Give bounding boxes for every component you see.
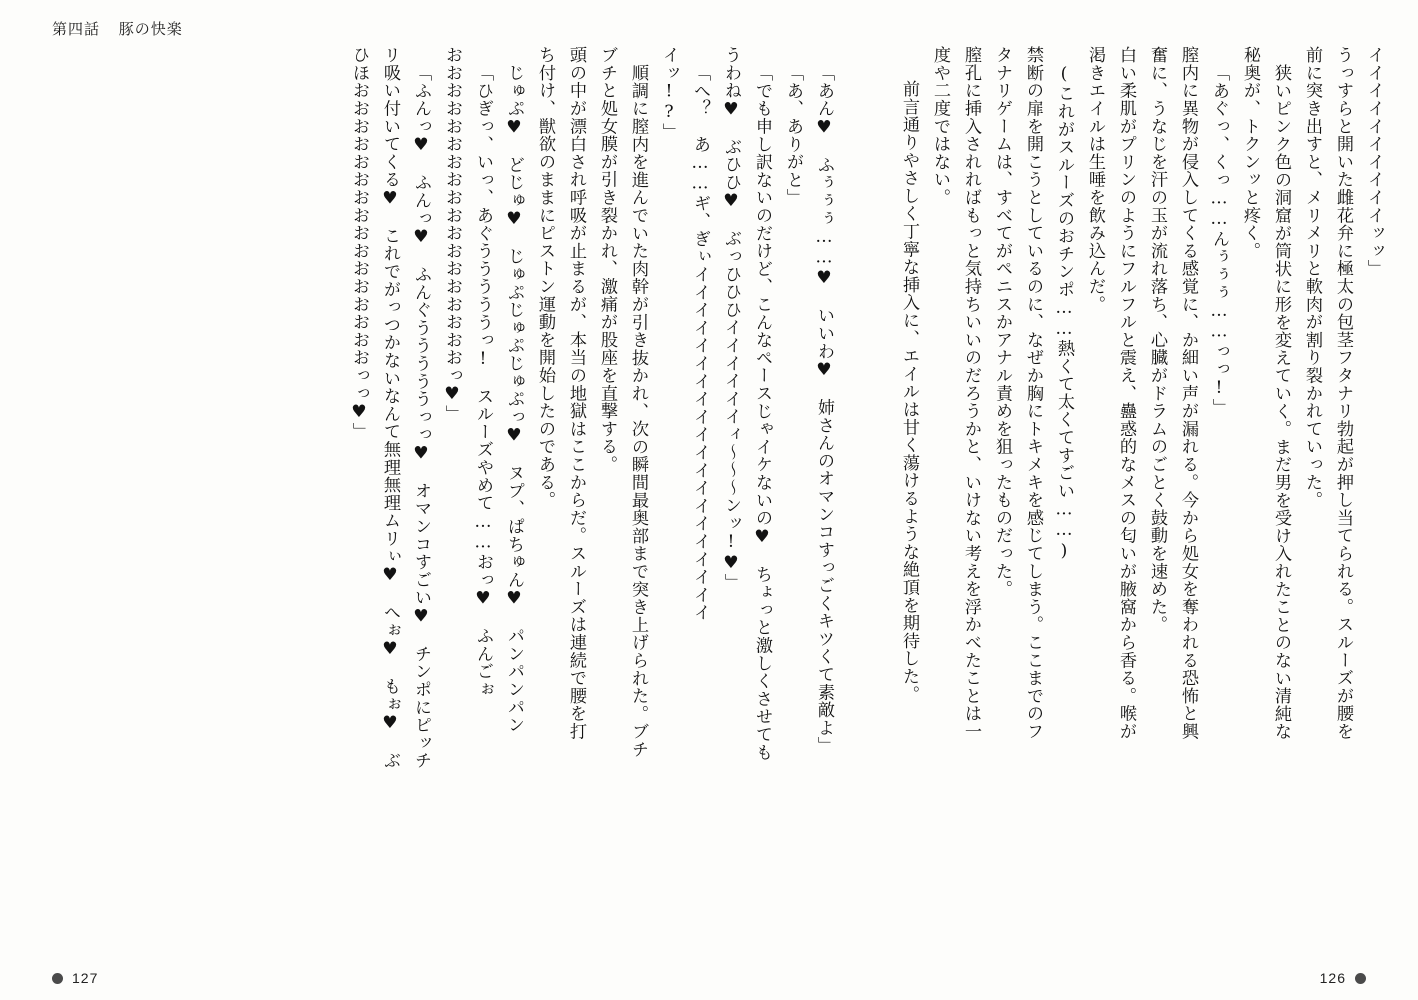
page-number-left: 127	[72, 970, 99, 986]
page-body	[40, 46, 1382, 944]
text-column: ち付け、獣欲のままにピストン運動を開始したのである。	[535, 46, 555, 509]
text-column: 頭の中が漂白され呼吸が止まるが、本当の地獄はここからだ。スルーズは連続で腰を打	[566, 46, 586, 741]
text-column: イッ!?」	[659, 46, 679, 141]
folio-dot-icon	[52, 973, 63, 984]
chapter-header	[52, 18, 183, 39]
folio-left	[52, 970, 98, 986]
text-column: 「ひぎっ、いっ、あぐうううううっ! スルーズやめて……おっ♥ ふんごぉ	[473, 64, 493, 699]
text-column: 奮に、うなじを汗の玉が流れ落ち、心臓がドラムのごとく鼓動を速めた。	[1147, 46, 1167, 634]
text-column: 「ふんっ♥ ふんっ♥ ふんぐうううううっっ♥ オマンコすごい♥ チンポにピッチ	[411, 64, 431, 770]
text-column: 「へ？ あ……ギ、ぎぃイイイイイイイイイイイイイイイイイイイイ	[690, 64, 710, 622]
text-column: ブチと処女膜が引き裂かれ、激痛が股座を直撃する。	[597, 46, 617, 474]
text-column: 順調に膣内を進んでいた肉幹が引き抜かれ、次の瞬間最奥部まで突き上げられた。ブチ	[628, 64, 648, 759]
text-column: じゅぷ♥ どじゅ♥ じゅぷじゅぷじゅぷっ♥ ヌプ、ぱちゅん♥ パンパンパン	[504, 64, 524, 734]
text-column: 膣内に異物が侵入してくる感覚に、か細い声が漏れる。今から処女を奪われる恐怖と興	[1178, 46, 1198, 741]
text-column: 膣孔に挿入されればもっと気持ちいいのだろうかと、いけない考えを浮かべたことは一	[961, 46, 981, 741]
text-column: 渇きエイルは生唾を飲み込んだ。	[1085, 46, 1105, 313]
text-column: 「あん♥ ふぅぅぅ……♥ いいわ♥ 姉さんのオマンコすっごくキツくて素敵よ」	[814, 64, 834, 755]
text-column: イイイイイイイイイイッッ」	[1364, 46, 1384, 278]
page-number-right: 126	[1319, 970, 1346, 986]
text-column: 「でも申し訳ないのだけど、こんなペースじゃイケないの♥ ちょっと激しくさせても	[752, 64, 772, 761]
text-column: 禁断の扉を開こうとしているのに、なぜか胸にトキメキを感じてしまう。ここまでのフ	[1023, 46, 1043, 741]
text-column: ひほおおおおおおおおおおおおおおおおっっ♥」	[349, 46, 369, 441]
text-column: うわね♥ ぶひひ♥ ぶっひひひイイイイイイィ〜〜〜ンッ!♥」	[721, 46, 741, 592]
text-column: (これがスルーズのおチンポ……熱くて太くてすごい……)	[1054, 64, 1074, 562]
text-column: 「あ、ありがと」	[783, 64, 803, 207]
text-column: 白い柔肌がプリンのようにフルフルと震え、蠱惑的なメスの匂いが腋窩から香る。喉が	[1116, 46, 1136, 741]
text-column: うっすらと開いた雌花弁に極太の包茎フタナリ勃起が押し当てられる。スルーズが腰を	[1333, 46, 1353, 741]
text-column: 狭いピンク色の洞窟が筒状に形を変えていく。まだ男を受け入れたことのない清純な	[1271, 64, 1291, 741]
text-column: 度や二度ではない。	[930, 46, 950, 207]
chapter-number: 第四話	[52, 22, 101, 38]
text-column: 秘奥が、トクンッと疼く。	[1240, 46, 1260, 260]
text-column: 前に突き出すと、メリメリと軟肉が割り裂かれていった。	[1302, 46, 1322, 509]
chapter-title: 豚の快楽	[118, 22, 183, 38]
text-column: リ吸い付いてくる♥ これでがっつかないなんて無理無理ムリぃ♥ へぉ♥ もぉ♥ ぶ	[380, 46, 400, 770]
folio-dot-icon	[1355, 973, 1366, 984]
text-column: おおおおおおおおおおおおおおおおおおっ♥」	[442, 46, 462, 423]
text-column: 「あぐっ、くっ……んぅぅぅ……っっ!」	[1209, 64, 1229, 417]
text-column: 前言通りやさしく丁寧な挿入に、エイルは甘く蕩けるような絶頂を期待した。	[899, 80, 919, 703]
text-column: タナリゲームは、すべてがペニスかアナル責めを狙ったものだった。	[992, 46, 1012, 598]
folio-right	[1320, 970, 1366, 986]
